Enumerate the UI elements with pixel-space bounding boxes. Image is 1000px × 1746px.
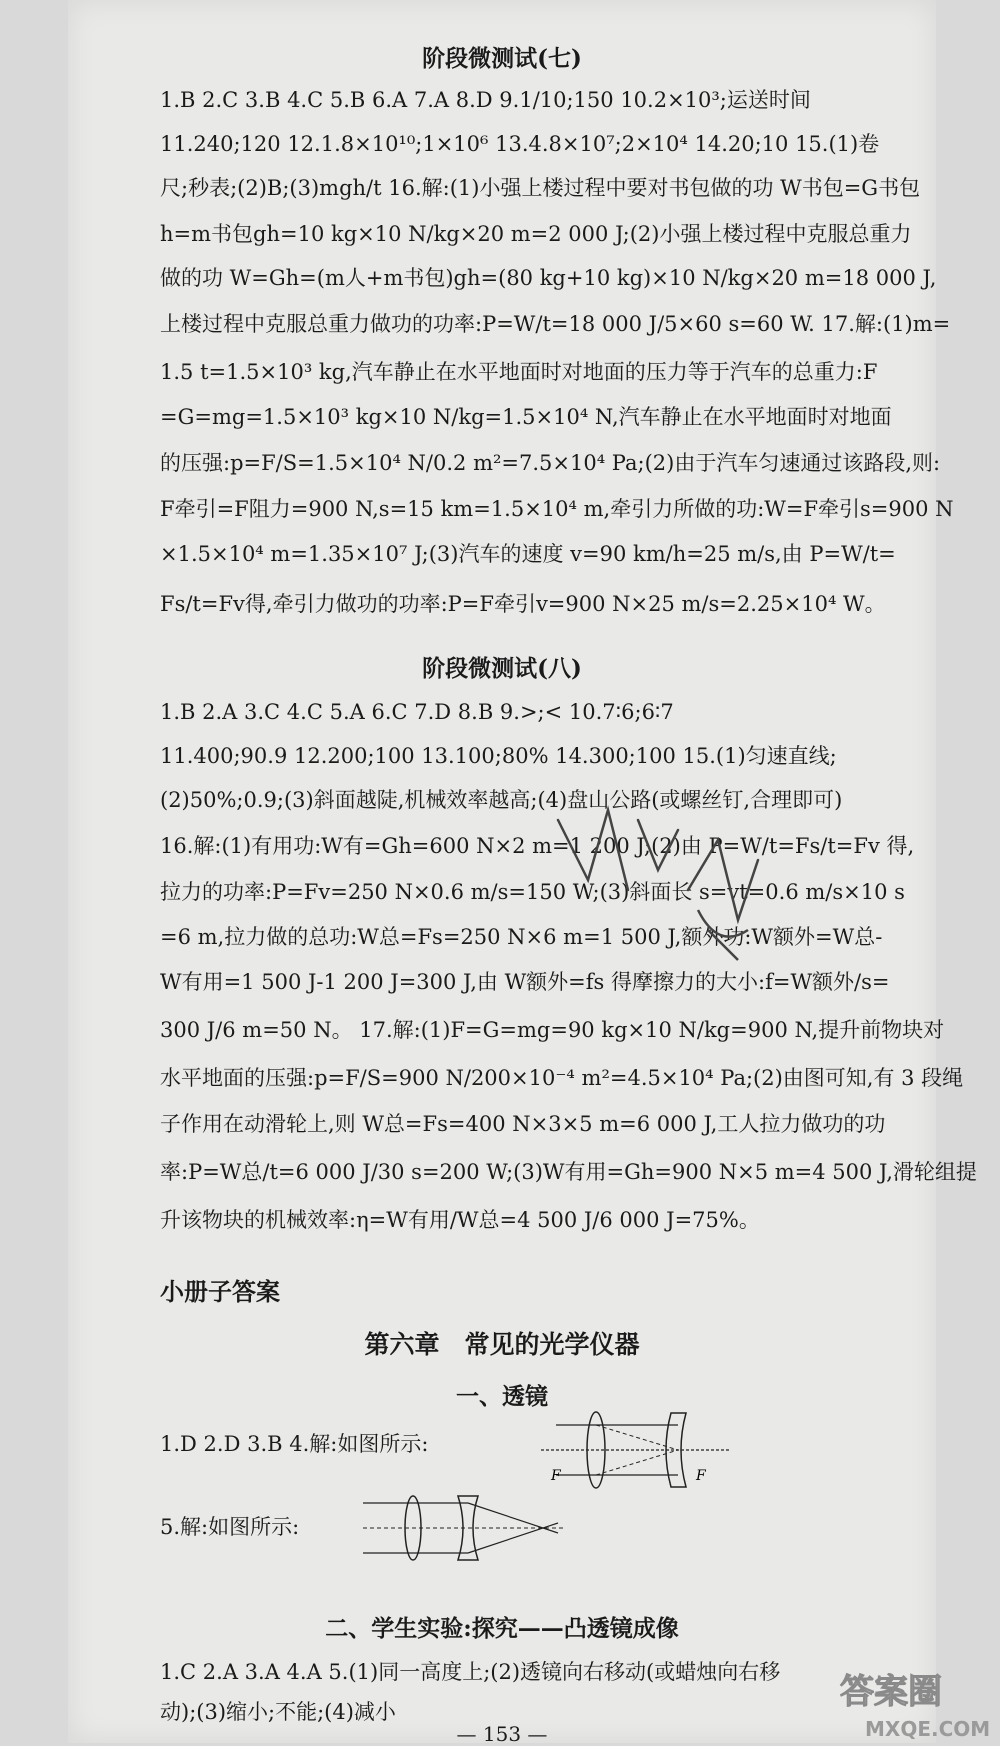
answer-line: 做的功 W=Gh=(m人+m书包)gh=(80 kg+10 kg)×10 N/kg×20 m=18 000 J,	[160, 266, 912, 291]
answer-line: 动);(3)缩小;不能;(4)减小	[160, 1700, 912, 1725]
answer-line: ×1.5×10⁴ m=1.35×10⁷ J;(3)汽车的速度 v=90 km/h=25 m/s,由 P=W/t=	[160, 542, 912, 567]
answer-line: W有用=1 500 J-1 200 J=300 J,由 W额外=fs 得摩擦力的大小:f=W额外/s=	[160, 970, 912, 995]
answer-line: 16.解:(1)有用功:W有=Gh=600 N×2 m=1 200 J;(2)由 P=W/t=Fs/t=Fv 得,	[160, 834, 912, 859]
answer-line: =6 m,拉力做的总功:W总=Fs=250 N×6 m=1 500 J,额外功:W额外=W总-	[160, 925, 912, 950]
answer-line: 1.B 2.A 3.C 4.C 5.A 6.C 7.D 8.B 9.>;< 10.7∶6;6∶7	[160, 700, 912, 725]
answer-line: 的压强:p=F/S=1.5×10⁴ N/0.2 m²=7.5×10⁴ Pa;(2)由于汽车匀速通过该路段,则:	[160, 451, 912, 476]
answer-line: 升该物块的机械效率:η=W有用/W总=4 500 J/6 000 J=75%。	[160, 1208, 912, 1233]
answer-line: 拉力的功率:P=Fv=250 N×0.6 m/s=150 W;(3)斜面长 s=vt=0.6 m/s×10 s	[160, 880, 912, 905]
answer-line: h=m书包gh=10 kg×10 N/kg×20 m=2 000 J;(2)小强上楼过程中克服总重力	[160, 222, 912, 247]
section-title-8: 阶段微测试(八)	[68, 650, 936, 683]
answer-line: 11.240;120 12.1.8×10¹⁰;1×10⁶ 13.4.8×10⁷;2×10⁴ 14.20;10 15.(1)卷	[160, 132, 912, 157]
answer-line: 率:P=W总/t=6 000 J/30 s=200 W;(3)W有用=Gh=900 N×5 m=4 500 J,滑轮组提	[160, 1160, 912, 1185]
answer-line: 11.400;90.9 12.200;100 13.100;80% 14.300;100 15.(1)匀速直线;	[160, 744, 912, 769]
answer-line: 1.C 2.A 3.A 4.A 5.(1)同一高度上;(2)透镜向右移动(或蜡烛向右移	[160, 1660, 912, 1685]
answer-line: =G=mg=1.5×10³ kg×10 N/kg=1.5×10⁴ N,汽车静止在水平地面时对地面	[160, 405, 912, 430]
subsection-title-lens: 一、透镜	[68, 1378, 936, 1411]
page-number: — 153 —	[68, 1722, 936, 1746]
answer-line: 1.D 2.D 3.B 4.解:如图所示:	[160, 1432, 912, 1457]
watermark-url: MXQE.COM	[865, 1717, 990, 1741]
focal-label: F	[550, 1468, 562, 1484]
answer-line: 水平地面的压强:p=F/S=900 N/200×10⁻⁴ m²=4.5×10⁴ Pa;(2)由图可知,有 3 段绳	[160, 1066, 912, 1091]
answer-line: 尺;秒表;(2)B;(3)mgh/t 16.解:(1)小强上楼过程中要对书包做的功 W书包=G书包	[160, 176, 912, 201]
watermark-logo-icon	[830, 1658, 1000, 1743]
answer-line: 子作用在动滑轮上,则 W总=Fs=400 N×3×5 m=6 000 J,工人拉力做功的功	[160, 1112, 912, 1137]
answer-line: Fs/t=Fv得,牵引力做功的功率:P=F牵引v=900 N×25 m/s=2.25×10⁴ W。	[160, 592, 912, 617]
lens-diagram-2	[358, 1488, 568, 1568]
focal-label: F	[695, 1468, 707, 1484]
answer-line: 300 J/6 m=50 N。 17.解:(1)F=G=mg=90 kg×10 N/kg=900 N,提升前物块对	[160, 1018, 912, 1043]
watermark-text: 答案圈	[840, 1672, 942, 1712]
section-title-7: 阶段微测试(七)	[68, 40, 936, 73]
answer-line: (2)50%;0.9;(3)斜面越陡,机械效率越高;(4)盘山公路(或螺丝钉,合理即可)	[160, 788, 912, 813]
answer-line: 1.5 t=1.5×10³ kg,汽车静止在水平地面时对地面的压力等于汽车的总重力:F	[160, 360, 912, 385]
booklet-heading: 小册子答案	[160, 1272, 280, 1307]
answer-line: 5.解:如图所示:	[160, 1515, 912, 1540]
answer-page	[68, 0, 936, 1743]
answer-line: 上楼过程中克服总重力做功的功率:P=W/t=18 000 J/5×60 s=60 W. 17.解:(1)m=	[160, 312, 912, 337]
subsection-title-experiment: 二、学生实验:探究——凸透镜成像	[68, 1610, 936, 1643]
answer-line: F牵引=F阻力=900 N,s=15 km=1.5×10⁴ m,牵引力所做的功:W=F牵引s=900 N	[160, 497, 912, 522]
handwritten-scribble-icon	[548, 800, 778, 970]
chapter-title: 第六章 常见的光学仪器	[68, 1325, 936, 1361]
answer-line: 1.B 2.C 3.B 4.C 5.B 6.A 7.A 8.D 9.1/10;150 10.2×10³;运送时间	[160, 88, 912, 113]
